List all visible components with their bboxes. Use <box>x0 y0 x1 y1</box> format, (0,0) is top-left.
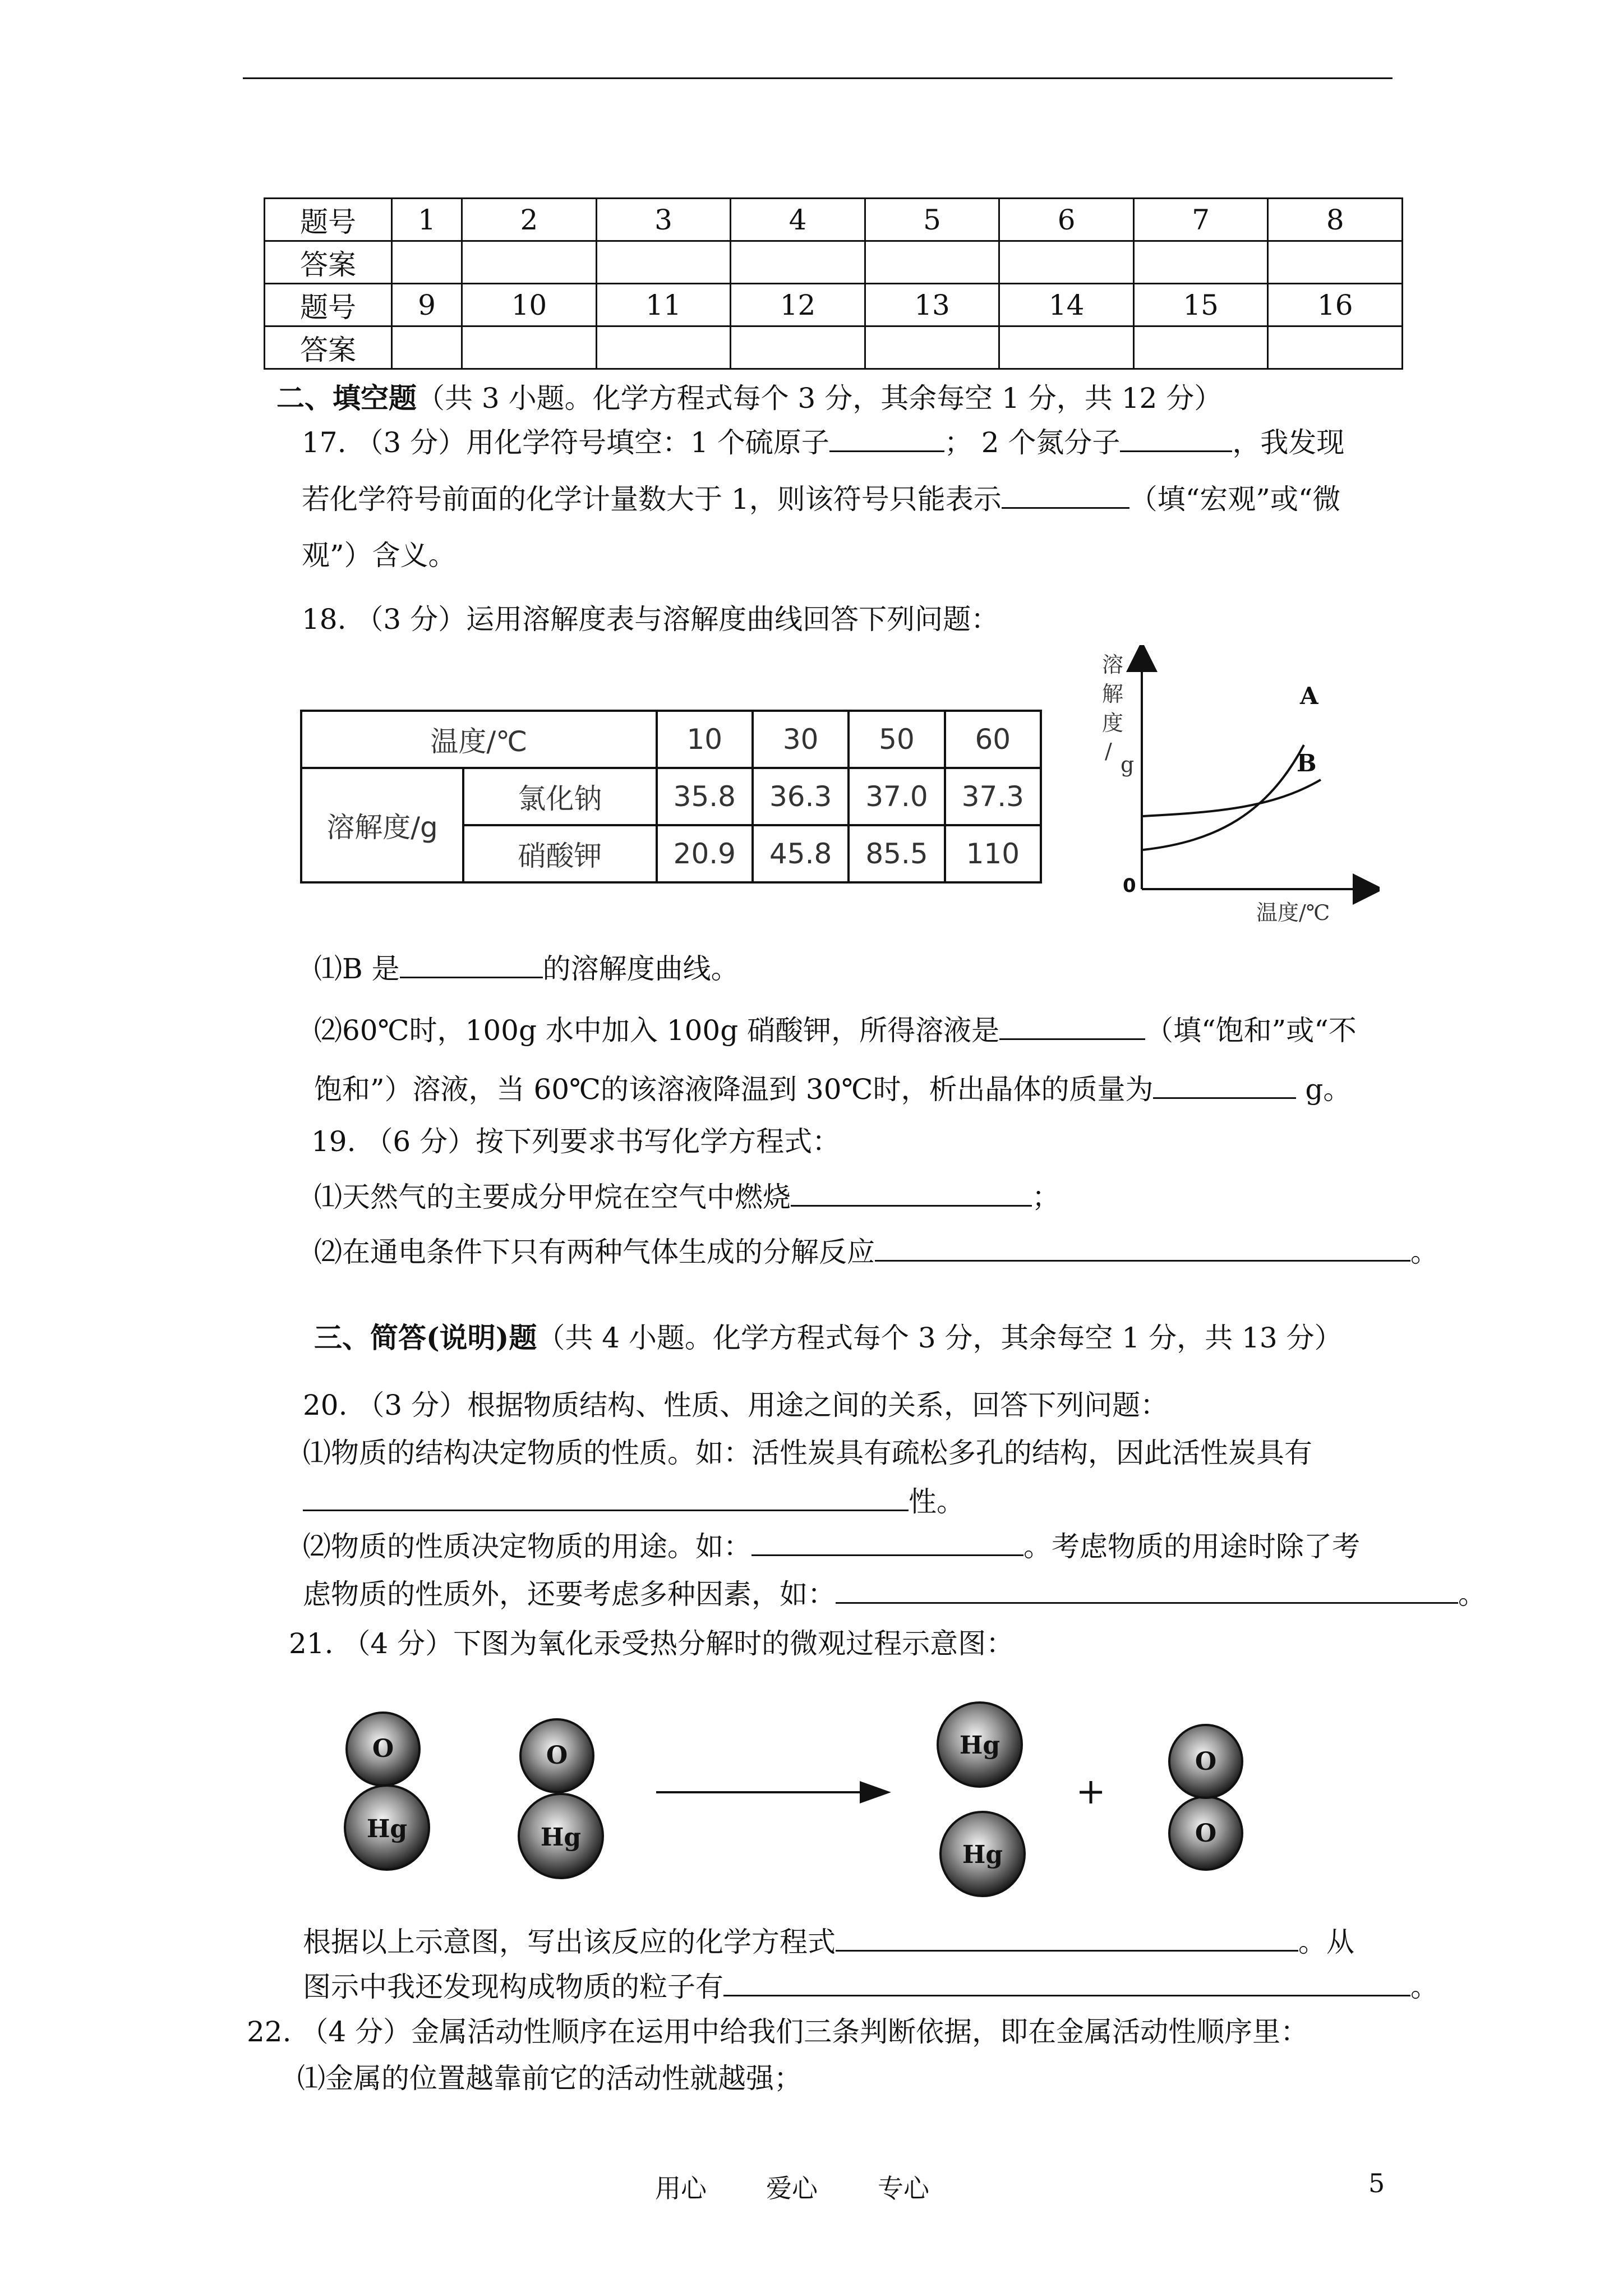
question-number: 11 <box>596 284 731 326</box>
q18-text: 饱和”）溶液，当 60℃的该溶液降温到 30℃时，析出晶体的质量为 <box>314 1073 1154 1106</box>
question-number: 16 <box>1268 284 1403 326</box>
answer-blank[interactable] <box>1120 425 1232 452</box>
table-row <box>265 241 1403 284</box>
q19-title: 19. （6 分）按下列要求书写化学方程式： <box>311 1125 841 1158</box>
table-row <box>265 326 1403 369</box>
q21-text: 。从 <box>1298 1926 1354 1958</box>
atom-label: Hg <box>540 1823 582 1852</box>
q19-part2 <box>314 1234 1438 1269</box>
footer-word: 用心 <box>655 2173 707 2203</box>
atom-label: O <box>372 1734 394 1763</box>
temp-cell: 10 <box>657 711 753 768</box>
question-number: 7 <box>1133 199 1268 241</box>
temperature-header: 温度/℃ <box>301 711 657 768</box>
section-2-heading <box>276 381 1222 415</box>
header-rule <box>243 77 1393 79</box>
question-number: 14 <box>999 284 1134 326</box>
q22-part1: ⑴金属的位置越靠前它的活动性就越强； <box>297 2062 802 2095</box>
q20-part1: ⑴物质的结构决定物质的性质。如：活性炭具有疏松多孔的结构，因此活性炭具有 <box>303 1437 1312 1469</box>
answer-cell[interactable] <box>1268 241 1403 284</box>
temp-cell: 50 <box>849 711 944 768</box>
answer-blank[interactable] <box>751 1529 1023 1556</box>
q20-title: 20. （3 分）根据物质结构、性质、用途之间的关系，回答下列问题： <box>303 1389 1169 1421</box>
q19-part1 <box>314 1179 1060 1214</box>
atom-label: Hg <box>366 1815 408 1843</box>
atom-label: Hg <box>959 1731 1000 1760</box>
q21-text: 。 <box>1410 1971 1438 2003</box>
answer-blank[interactable] <box>999 1013 1145 1040</box>
y-label-char: g <box>1121 752 1135 777</box>
answer-cell[interactable] <box>865 241 999 284</box>
q18-part2 <box>314 1013 1357 1047</box>
curve-a-label: A <box>1300 682 1318 710</box>
q20-part2 <box>303 1529 1360 1563</box>
answer-blank[interactable] <box>723 1969 1410 1996</box>
q18-text: ⑵60℃时，100g 水中加入 100g 硝酸钾，所得溶液是 <box>314 1014 1000 1047</box>
answer-blank[interactable] <box>1153 1071 1296 1099</box>
answer-cell[interactable] <box>999 241 1134 284</box>
value-cell: 35.8 <box>657 768 753 825</box>
q18-part1 <box>314 951 739 986</box>
answer-blank[interactable] <box>791 1179 1032 1207</box>
q21-part1 <box>303 1924 1354 1959</box>
y-label-char: 度 <box>1102 711 1124 735</box>
q17-text: 若化学符号前面的化学计量数大于 1，则该符号只能表示 <box>302 483 1002 516</box>
q21-title: 21. （4 分）下图为氧化汞受热分解时的微观过程示意图： <box>289 1627 1015 1660</box>
substance-name: 氯化钠 <box>463 768 657 825</box>
q20-text: 性。 <box>909 1485 965 1518</box>
question-number: 6 <box>999 199 1134 241</box>
question-number: 5 <box>865 199 999 241</box>
plus-sign: + <box>1076 1771 1106 1812</box>
answer-cell[interactable] <box>462 326 597 369</box>
answer-blank[interactable] <box>875 1234 1410 1262</box>
answer-cell[interactable] <box>1133 241 1268 284</box>
q18-text: 的溶解度曲线。 <box>542 953 739 985</box>
table-row <box>301 768 1041 825</box>
row-label: 题号 <box>265 199 392 241</box>
q19-text: ； <box>1032 1181 1060 1213</box>
solubility-curve-graph <box>1088 645 1380 937</box>
atom-label: O <box>1195 1747 1217 1776</box>
question-number: 4 <box>731 199 865 241</box>
q17-line3: 观”）含义。 <box>302 539 457 572</box>
section-title: 三、简答(说明)题 <box>314 1321 537 1354</box>
q20-text: 。 <box>1458 1578 1486 1611</box>
q19-text: 。 <box>1410 1236 1438 1268</box>
table-row <box>265 284 1403 326</box>
page-number: 5 <box>1368 2168 1385 2198</box>
q18-text: （填“饱和”或“不 <box>1145 1014 1357 1047</box>
question-number: 12 <box>731 284 865 326</box>
question-number: 10 <box>462 284 597 326</box>
q18-part3 <box>314 1071 1351 1106</box>
section-note: （共 3 小题。化学方程式每个 3 分，其余每空 1 分，共 12 分） <box>417 382 1223 415</box>
value-cell: 36.3 <box>753 768 849 825</box>
curve-b-label: B <box>1297 749 1317 777</box>
q20-part3 <box>303 1576 1486 1611</box>
value-cell: 20.9 <box>657 825 753 882</box>
value-cell: 85.5 <box>849 825 944 882</box>
q18-text: ⑴B 是 <box>314 953 400 985</box>
answer-cell[interactable] <box>596 241 731 284</box>
temp-cell: 60 <box>945 711 1041 768</box>
origin-label: 0 <box>1123 875 1136 897</box>
row-label: 题号 <box>265 284 392 326</box>
question-number: 2 <box>462 199 597 241</box>
q19-text: ⑵在通电条件下只有两种气体生成的分解反应 <box>314 1236 875 1268</box>
q17-text: ； 2 个氮分子 <box>944 426 1121 459</box>
table-row <box>265 199 1403 241</box>
q17-text: ，我发现 <box>1232 426 1345 459</box>
q18-text: g。 <box>1296 1073 1352 1106</box>
q22-title: 22. （4 分）金属活动性顺序在运用中给我们三条判断依据，即在金属活动性顺序里： <box>247 2016 1309 2048</box>
row-label: 答案 <box>265 326 392 369</box>
answer-cell[interactable] <box>462 241 597 284</box>
answer-blank[interactable] <box>836 1924 1298 1952</box>
section-note: （共 4 小题。化学方程式每个 3 分，其余每空 1 分，共 13 分） <box>537 1322 1343 1354</box>
atom-label: O <box>546 1741 568 1770</box>
solubility-label: 溶解度/g <box>301 768 463 882</box>
y-label-char: 解 <box>1102 682 1124 706</box>
question-number: 1 <box>392 199 462 241</box>
question-number: 15 <box>1133 284 1268 326</box>
q20-text: 。考虑物质的用途时除了考 <box>1023 1530 1360 1563</box>
row-label: 答案 <box>265 241 392 284</box>
value-cell: 37.0 <box>849 768 944 825</box>
q17-line1 <box>302 425 1344 459</box>
q20-part1-cont <box>303 1484 965 1519</box>
q21-text: 图示中我还发现构成物质的粒子有 <box>303 1971 723 2003</box>
question-number: 3 <box>596 199 731 241</box>
q17-line2 <box>302 481 1340 516</box>
answer-blank[interactable] <box>1002 481 1129 509</box>
answer-blank[interactable] <box>400 951 543 978</box>
answer-cell[interactable] <box>865 326 999 369</box>
answer-cell[interactable] <box>596 326 731 369</box>
answer-blank[interactable] <box>303 1484 909 1511</box>
table-row <box>301 711 1041 768</box>
value-cell: 110 <box>945 825 1041 882</box>
footer-word: 爱心 <box>766 2173 818 2203</box>
answer-cell[interactable] <box>731 241 865 284</box>
answer-cell[interactable] <box>999 326 1134 369</box>
temp-cell: 30 <box>753 711 849 768</box>
section-title: 二、填空题 <box>276 381 417 415</box>
q20-text: 虑物质的性质外，还要考虑多种因素，如： <box>303 1578 836 1611</box>
answer-cell[interactable] <box>392 326 462 369</box>
q18-title: 18. （3 分）运用溶解度表与溶解度曲线回答下列问题： <box>302 603 999 636</box>
answer-cell[interactable] <box>392 241 462 284</box>
mercury-oxide-decomposition-diagram <box>331 1688 1284 1913</box>
q21-text: 根据以上示意图，写出该反应的化学方程式 <box>303 1926 836 1958</box>
value-cell: 37.3 <box>945 768 1041 825</box>
q19-text: ⑴天然气的主要成分甲烷在空气中燃烧 <box>314 1181 791 1213</box>
curve-b <box>1143 780 1321 816</box>
y-label-char: / <box>1105 739 1112 763</box>
y-label-char: 溶 <box>1102 652 1124 677</box>
question-number: 13 <box>865 284 999 326</box>
atom-label: Hg <box>962 1841 1003 1869</box>
footer-word: 专心 <box>878 2173 929 2203</box>
answer-blank[interactable] <box>829 425 944 452</box>
section-3-heading <box>314 1321 1343 1355</box>
answer-cell[interactable] <box>1268 326 1403 369</box>
q17-text: 17. （3 分）用化学符号填空：1 个硫原子 <box>302 426 829 459</box>
question-number: 9 <box>392 284 462 326</box>
substance-name: 硝酸钾 <box>463 825 657 882</box>
question-number: 8 <box>1268 199 1403 241</box>
answer-table <box>264 197 1403 370</box>
atom-label: O <box>1195 1819 1217 1848</box>
x-axis-label: 温度/℃ <box>1256 900 1330 925</box>
q20-text: ⑵物质的性质决定物质的用途。如： <box>303 1530 751 1563</box>
value-cell: 45.8 <box>753 825 849 882</box>
answer-cell[interactable] <box>731 326 865 369</box>
q21-part2 <box>303 1969 1438 2004</box>
answer-blank[interactable] <box>836 1576 1458 1604</box>
answer-cell[interactable] <box>1133 326 1268 369</box>
solubility-table <box>300 710 1042 884</box>
q17-text: （填“宏观”或“微 <box>1129 483 1341 516</box>
